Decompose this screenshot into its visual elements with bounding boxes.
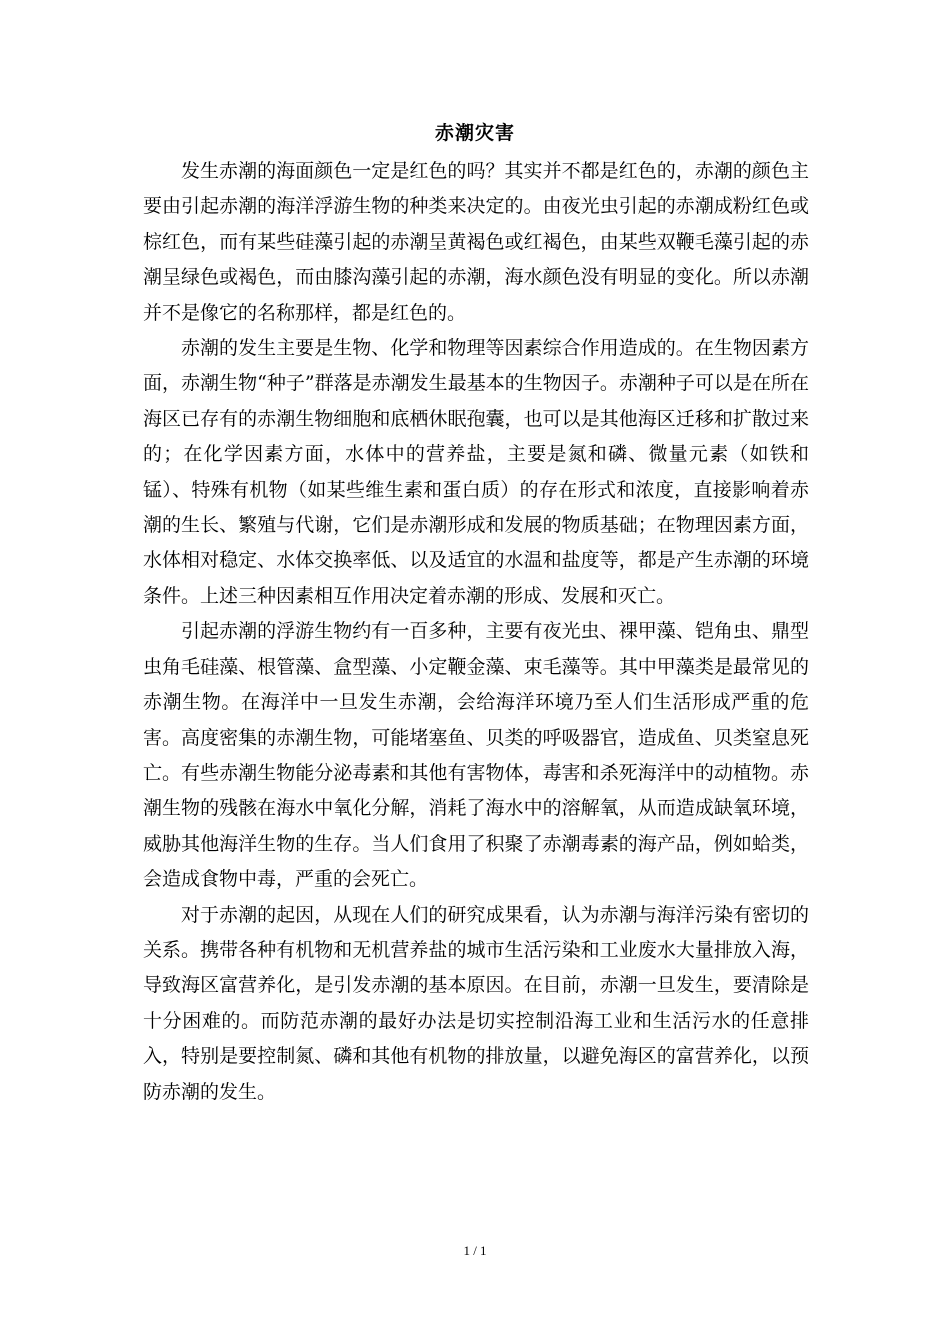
paragraph-red-tide-prevention: 对于赤潮的起因，从现在人们的研究成果看，认为赤潮与海洋污染有密切的关系。携带各种有机物和无机营养盐的城市生活污染和工业废水大量排放入海，导致海区富营养化，是引发赤潮的基本原因。在目前，赤潮一旦发生，要清除是十分困难的。而防范赤潮的最好办法是切实控制沿海工业和生活污水的任意排入，特别是要控制氮、磷和其他有机物的排放量，以避免海区的富营养化，以预防赤潮的发生。 bbox=[143, 903, 809, 1103]
paragraph-red-tide-organisms: 引起赤潮的浮游生物约有一百多种，主要有夜光虫、裸甲藻、铠角虫、鼎型虫角毛硅藻、根管藻、盒型藻、小定鞭金藻、束毛藻等。其中甲藻类是最常见的赤潮生物。在海洋中一旦发生赤潮，会给海洋环境乃至人们生活形成严重的危害。高度密集的赤潮生物，可能堵塞鱼、贝类的呼吸器官，造成鱼、贝类窒息死亡。有些赤潮生物能分泌毒素和其他有害物体，毒害和杀死海洋中的动植物。赤潮生物的残骸在海水中氧化分解，消耗了海水中的溶解氧，从而造成缺氧环境，威胁其他海洋生物的生存。当人们食用了积聚了赤潮毒素的海产品，例如蛤类，会造成食物中毒，严重的会死亡。 bbox=[143, 620, 809, 891]
paragraph-red-tide-causes: 赤潮的发生主要是生物、化学和物理等因素综合作用造成的。在生物因素方面，赤潮生物“种子”群落是赤潮发生最基本的生物因子。赤潮种子可以是在所在海区已存有的赤潮生物细胞和底栖休眠孢囊，也可以是其他海区迁移和扩散过来的；在化学因素方面，水体中的营养盐，主要是氮和磷、微量元素（如铁和锰）、特殊有机物（如某些维生素和蛋白质）的存在形式和浓度，直接影响着赤潮的生长、繁殖与代谢，它们是赤潮形成和发展的物质基础；在物理因素方面，水体相对稳定、水体交换率低、以及适宜的水温和盐度等，都是产生赤潮的环境条件。上述三种因素相互作用决定着赤潮的形成、发展和灭亡。 bbox=[143, 337, 809, 607]
page-number: 1 / 1 bbox=[463, 1243, 487, 1258]
document-body bbox=[143, 154, 809, 1110]
document-title: 赤潮灾害 bbox=[434, 122, 515, 144]
paragraph-red-tide-color: 发生赤潮的海面颜色一定是红色的吗？其实并不都是红色的，赤潮的颜色主要由引起赤潮的海洋浮游生物的种类来决定的。由夜光虫引起的赤潮成粉红色或棕红色，而有某些硅藻引起的赤潮呈黄褐色或红褐色，由某些双鞭毛藻引起的赤潮呈绿色或褐色，而由膝沟藻引起的赤潮，海水颜色没有明显的变化。所以赤潮并不是像它的名称那样，都是红色的。 bbox=[143, 160, 809, 324]
